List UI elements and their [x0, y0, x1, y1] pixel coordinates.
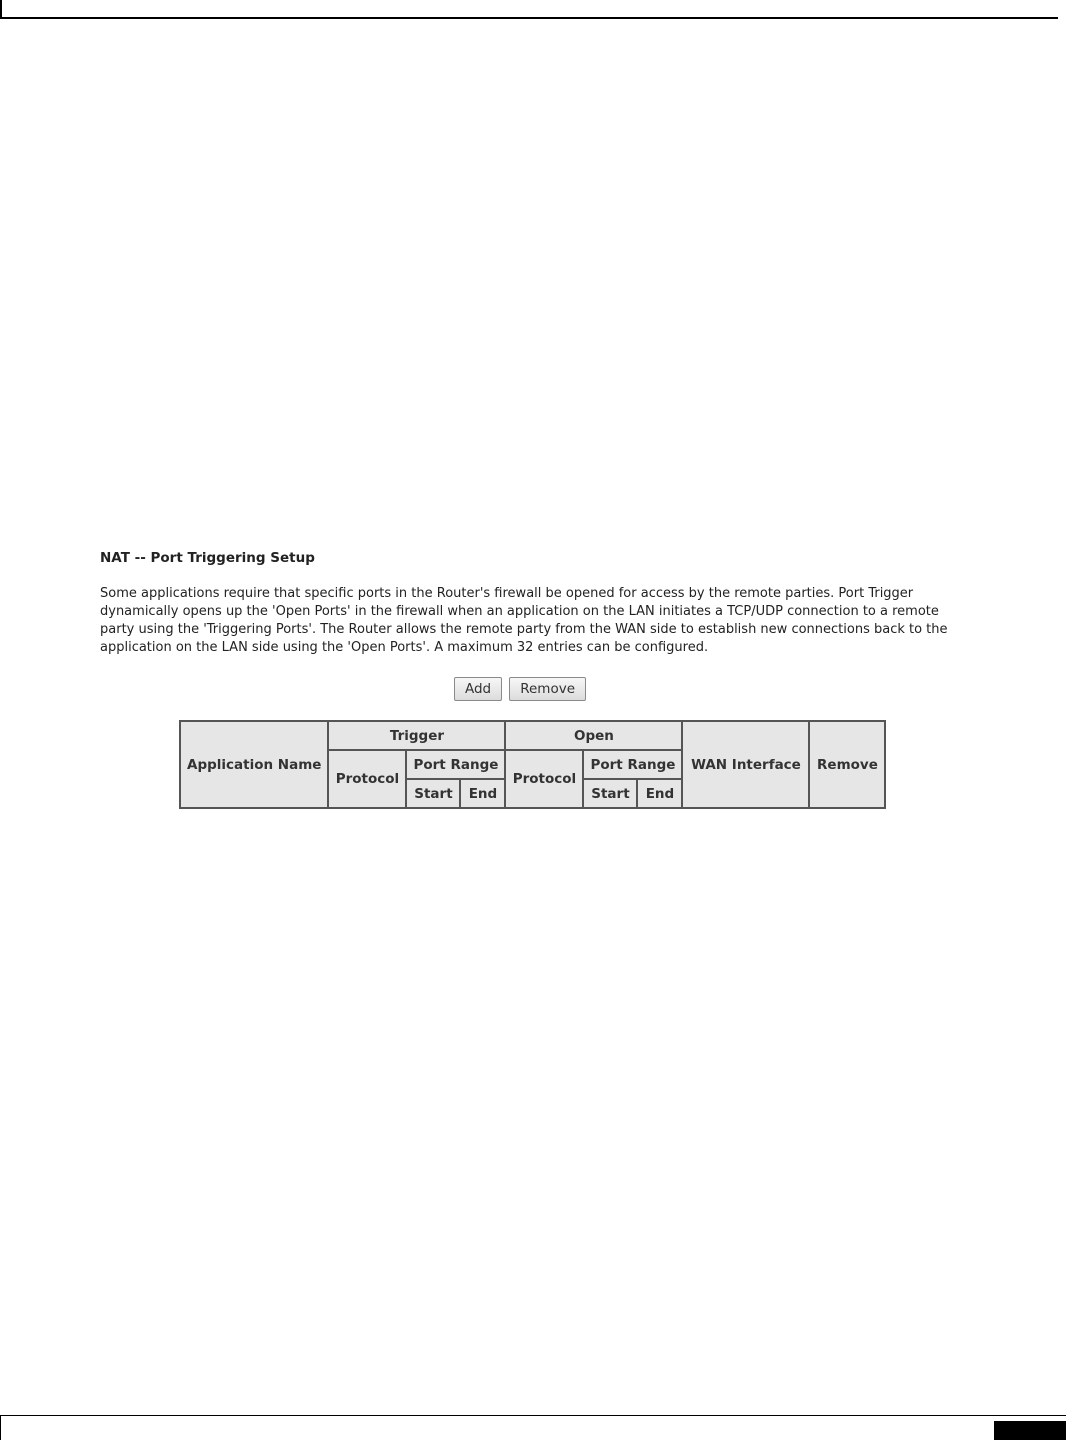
- col-open-protocol: Protocol: [505, 750, 583, 808]
- col-trigger: Trigger: [328, 721, 505, 750]
- col-open-port-range: Port Range: [583, 750, 682, 779]
- col-wan-interface: WAN Interface: [682, 721, 809, 808]
- col-trigger-protocol: Protocol: [328, 750, 406, 808]
- col-trigger-end: End: [460, 779, 505, 808]
- port-trigger-table: [179, 720, 886, 809]
- col-open-start: Start: [583, 779, 637, 808]
- port-triggering-panel: [100, 548, 980, 802]
- col-open-end: End: [637, 779, 682, 808]
- col-trigger-start: Start: [406, 779, 460, 808]
- page-header-rule: [0, 0, 1058, 19]
- page-description: Some applications require that specific ports in the Router's firewall be opened for access by the remote parties. Port Trigger dynamically opens up the 'Open Ports' in the firewall when an application on the LAN initiates a TCP/UDP connection to a remote party using the 'Triggering Ports'. The Router allows the remote party from the WAN side to establish new connections back to the application on the LAN side using the 'Open Ports'. A maximum 32 entries can be configured.: [100, 586, 948, 655]
- page-title: NAT -- Port Triggering Setup: [100, 550, 315, 566]
- col-open: Open: [505, 721, 682, 750]
- col-remove: Remove: [809, 721, 885, 808]
- add-button[interactable]: Add: [454, 677, 502, 701]
- remove-button[interactable]: Remove: [509, 677, 586, 701]
- col-trigger-port-range: Port Range: [406, 750, 505, 779]
- page-number-tab: [994, 1421, 1066, 1440]
- action-buttons: [60, 677, 980, 701]
- table-header-row: [180, 721, 885, 750]
- page-footer-rule: [0, 1415, 1066, 1440]
- col-application-name: Application Name: [180, 721, 328, 808]
